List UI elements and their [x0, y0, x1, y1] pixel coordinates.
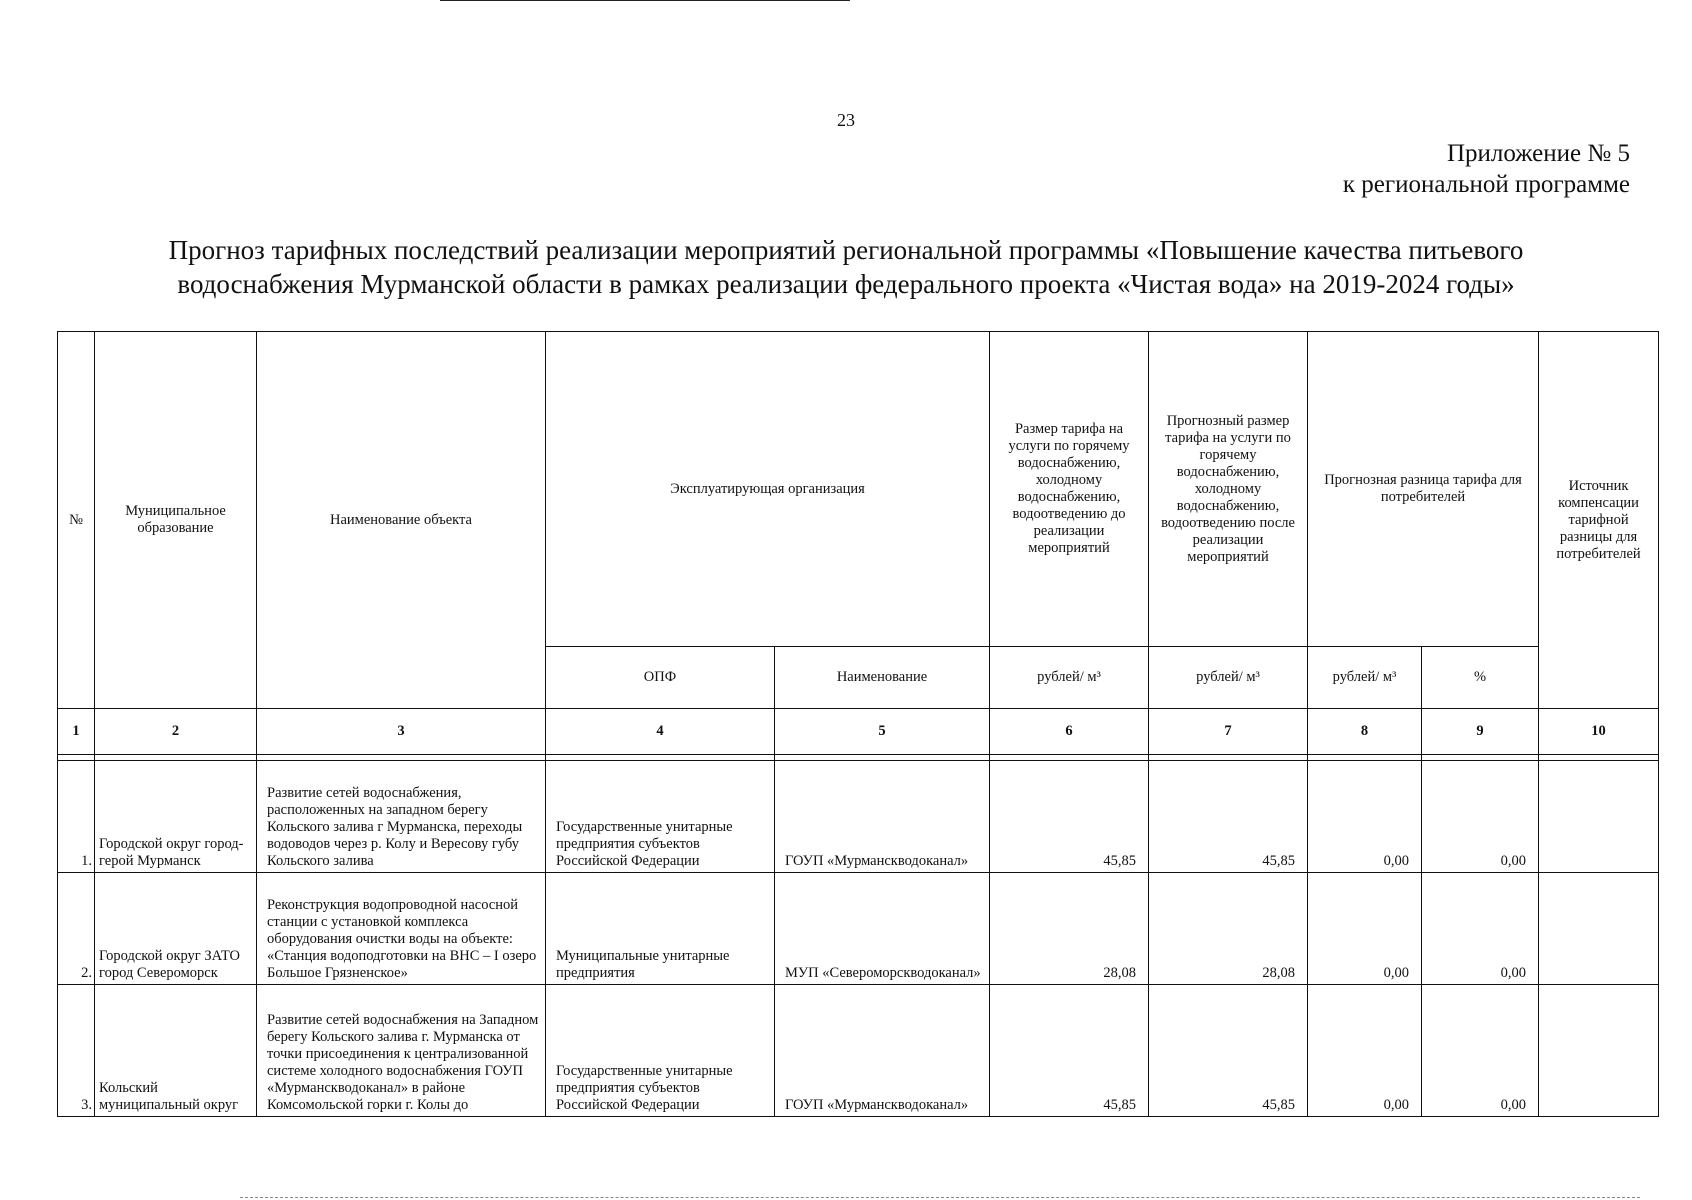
diff-pct-cell: 0,00: [1422, 761, 1539, 873]
diff-pct-cell: 0,00: [1422, 873, 1539, 985]
title-line-1: Прогноз тарифных последствий реализации мероприятий региональной программы «Повышение качества питьевого: [168, 235, 1524, 265]
source-cell: [1539, 873, 1659, 985]
header-row-1: [58, 332, 1659, 647]
object-cell: Развитие сетей водоснабжения, расположенных на западном берегу Кольского залива г Мурманска, переходы водоводов через р. Колу и Вересову губу Кольского залива: [257, 761, 546, 873]
tariff-after-cell: 28,08: [1149, 873, 1308, 985]
row-number: 3.: [58, 985, 95, 1117]
tariff-after-cell: 45,85: [1149, 985, 1308, 1117]
appendix-line-1: Приложение № 5: [1446, 140, 1630, 167]
unit-tariff-before: рублей/ м³: [990, 647, 1149, 709]
document-title: [40, 233, 1652, 301]
column-number: 5: [775, 709, 990, 755]
unit-diff-rub: рублей/ м³: [1308, 647, 1422, 709]
col-header-opf: ОПФ: [546, 647, 775, 709]
column-number: 6: [990, 709, 1149, 755]
col-header-tariff-before: Размер тарифа на услуги по горячему водоснабжению, холодному водоснабжению, водоотведению до реализации мероприятий: [990, 332, 1149, 647]
object-cell: Развитие сетей водоснабжения на Западном берегу Кольского залива г. Мурманска от точки присоединения к централизованной системе холодного водоснабжения ГОУП «Мурманскводоканал» в районе Комсомольской горки г. Колы до: [257, 985, 546, 1117]
diff-rub-cell: 0,00: [1308, 985, 1422, 1117]
org-name-cell: ГОУП «Мурманскводоканал»: [775, 985, 990, 1117]
appendix-line-2: к региональной программе: [1342, 171, 1630, 198]
diff-pct-cell: 0,00: [1422, 985, 1539, 1117]
column-number: 8: [1308, 709, 1422, 755]
row-number: 1.: [58, 761, 95, 873]
org-name-cell: ГОУП «Мурманскводоканал»: [775, 761, 990, 873]
opf-cell: Муниципальные унитарные предприятия: [546, 873, 775, 985]
source-cell: [1539, 761, 1659, 873]
unit-diff-pct: %: [1422, 647, 1539, 709]
table-row: [58, 873, 1659, 985]
object-cell: Реконструкция водопроводной насосной станции с установкой комплекса оборудования очистки воды на объекте: «Станция водоподготовки на ВНС – I озеро Большое Грязненское»: [257, 873, 546, 985]
col-header-difference: Прогнозная разница тарифа для потребителей: [1308, 332, 1539, 647]
col-header-org-name: Наименование: [775, 647, 990, 709]
column-number: 7: [1149, 709, 1308, 755]
opf-cell: Государственные унитарные предприятия субъектов Российской Федерации: [546, 985, 775, 1117]
column-number: 1: [58, 709, 95, 755]
column-number: 9: [1422, 709, 1539, 755]
col-header-municipality: Муниципальное образование: [95, 332, 257, 709]
column-number: 10: [1539, 709, 1659, 755]
table-row: [58, 761, 1659, 873]
org-name-cell: МУП «Североморскводоканал»: [775, 873, 990, 985]
tariff-before-cell: 28,08: [990, 873, 1149, 985]
col-header-num: №: [58, 332, 95, 709]
page-number: 23: [837, 110, 855, 130]
municipality-cell: Городской округ ЗАТО город Североморск: [95, 873, 257, 985]
column-number-row: [58, 709, 1659, 755]
col-header-tariff-after: Прогнозный размер тарифа на услуги по горячему водоснабжению, холодному водоснабжению, водоотведению после реализации мероприятий: [1149, 332, 1308, 647]
diff-rub-cell: 0,00: [1308, 761, 1422, 873]
opf-cell: Государственные унитарные предприятия субъектов Российской Федерации: [546, 761, 775, 873]
col-header-source: Источник компенсации тарифной разницы для потребителей: [1539, 332, 1659, 709]
row-number: 2.: [58, 873, 95, 985]
tariff-forecast-table: [57, 331, 1659, 1117]
col-header-object: Наименование объекта: [257, 332, 546, 709]
column-number: 2: [95, 709, 257, 755]
tariff-before-cell: 45,85: [990, 761, 1149, 873]
column-number: 3: [257, 709, 546, 755]
tariff-before-cell: 45,85: [990, 985, 1149, 1117]
unit-tariff-after: рублей/ м³: [1149, 647, 1308, 709]
municipality-cell: Кольский муниципальный округ: [95, 985, 257, 1117]
col-header-operator: Эксплуатирующая организация: [546, 332, 990, 647]
top-scan-line: [440, 0, 850, 1]
diff-rub-cell: 0,00: [1308, 873, 1422, 985]
table-row: [58, 985, 1659, 1117]
tariff-after-cell: 45,85: [1149, 761, 1308, 873]
bottom-scan-line: [240, 1197, 1640, 1198]
appendix-label: [1343, 138, 1630, 200]
column-number: 4: [546, 709, 775, 755]
municipality-cell: Городской округ город-герой Мурманск: [95, 761, 257, 873]
title-line-2: водоснабжения Мурманской области в рамках реализации федерального проекта «Чистая вода» на 2019-2024 годы»: [177, 269, 1515, 299]
source-cell: [1539, 985, 1659, 1117]
